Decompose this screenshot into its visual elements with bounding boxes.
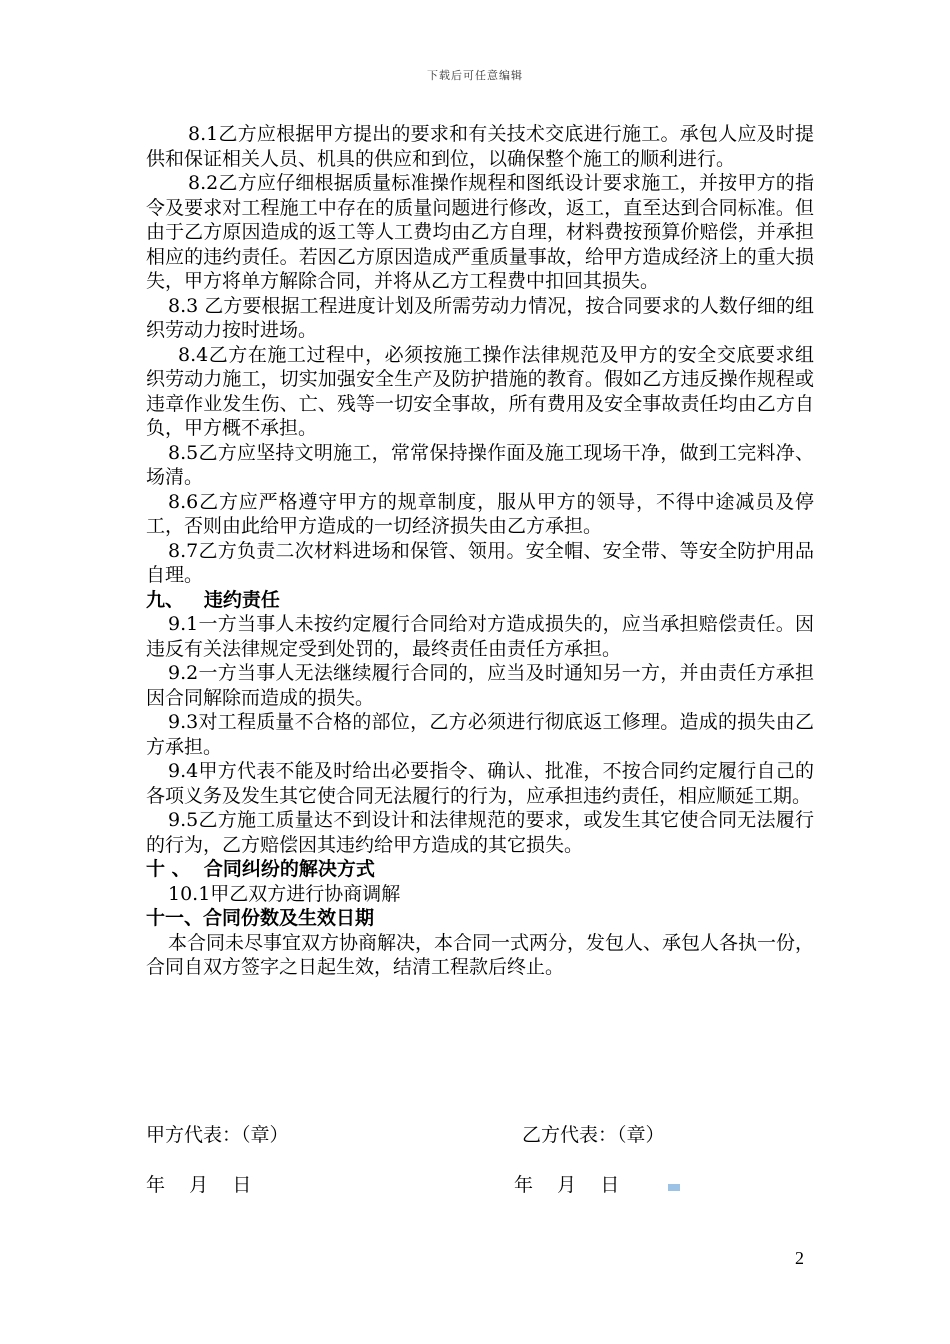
document-body [146, 122, 814, 980]
section-11-text: 本合同未尽事宜双方协商解决，本合同一式两分，发包人、承包人各执一份，合同自双方签字之日起生效，结清工程款后终止。 [146, 931, 815, 978]
clause-9-3: 9.3对工程质量不合格的部位，乙方必须进行彻底返工修理。造成的损失由乙方承担。 [146, 711, 814, 758]
clause-9-4: 9.4甲方代表不能及时给出必要指令、确认、批准，不按合同约定履行自己的各项义务及发生其它使合同无法履行的行为，应承担违约责任，相应顺延工期。 [146, 760, 814, 807]
clause-8-6: 8.6乙方应严格遵守甲方的规章制度，服从甲方的领导，不得中途减员及停工，否则由此给甲方造成的一切经济损失由乙方承担。 [146, 490, 814, 537]
clause-9-5: 9.5乙方施工质量达不到设计和法律规范的要求，或发生其它使合同无法履行的行为，乙方赔偿因其违约给甲方造成的其它损失。 [146, 809, 814, 856]
text-cursor-marker [668, 1184, 680, 1191]
section-9-heading: 九、 违约责任 [146, 588, 280, 611]
party-a-date: 年 月 日 [146, 1174, 252, 1196]
page-number: 2 [795, 1248, 804, 1268]
clause-8-2: 8.2乙方应仔细根据质量标准操作规程和图纸设计要求施工，并按甲方的指令及要求对工程施工中存在的质量问题进行修改，返工，直至达到合同标准。但由于乙方原因造成的返工等人工费均由乙方自理，材料费按预算价赔偿，并承担相应的违约责任。若因乙方原因造成严重质量事故，给甲方造成经济上的重大损失，甲方将单方解除合同，并将从乙方工程费中扣回其损失。 [146, 172, 814, 292]
clause-9-1: 9.1一方当事人未按约定履行合同给对方造成损失的，应当承担赔偿责任。因违反有关法律规定受到处罚的，最终责任由责任方承担。 [146, 613, 814, 660]
clause-8-5: 8.5乙方应坚持文明施工，常常保持操作面及施工现场干净，做到工完料净、场清。 [146, 441, 814, 488]
clause-8-7: 8.7乙方负责二次材料进场和保管、领用。安全帽、安全带、等安全防护用品自理。 [146, 539, 814, 586]
clause-10-1: 10.1甲乙双方进行协商调解 [168, 882, 401, 905]
section-10-heading: 十 、 合同纠纷的解决方式 [146, 858, 375, 880]
page-header: 下载后可任意编辑 [427, 69, 523, 82]
party-a-signature: 甲方代表：（章） [146, 1124, 289, 1146]
clause-8-4: 8.4乙方在施工过程中，必须按施工操作法律规范及甲方的安全交底要求组织劳动力施工，切实加强安全生产及防护措施的教育。假如乙方违反操作规程或违章作业发生伤、亡、残等一切安全事故，所有费用及安全事故责任均由乙方自负，甲方概不承担。 [146, 343, 814, 439]
party-b-signature: 乙方代表：（章） [522, 1124, 665, 1146]
clause-8-1: 8.1乙方应根据甲方提出的要求和有关技术交底进行施工。承包人应及时提供和保证相关人员、机具的供应和到位，以确保整个施工的顺利进行。 [146, 123, 814, 170]
party-b-date: 年 月 日 [514, 1174, 620, 1196]
clause-8-3: 8.3 乙方要根据工程进度计划及所需劳动力情况，按合同要求的人数仔细的组织劳动力按时进场。 [146, 294, 814, 341]
clause-9-2: 9.2一方当事人无法继续履行合同的，应当及时通知另一方，并由责任方承担因合同解除而造成的损失。 [146, 662, 814, 709]
section-11-heading: 十一、合同份数及生效日期 [146, 907, 375, 929]
